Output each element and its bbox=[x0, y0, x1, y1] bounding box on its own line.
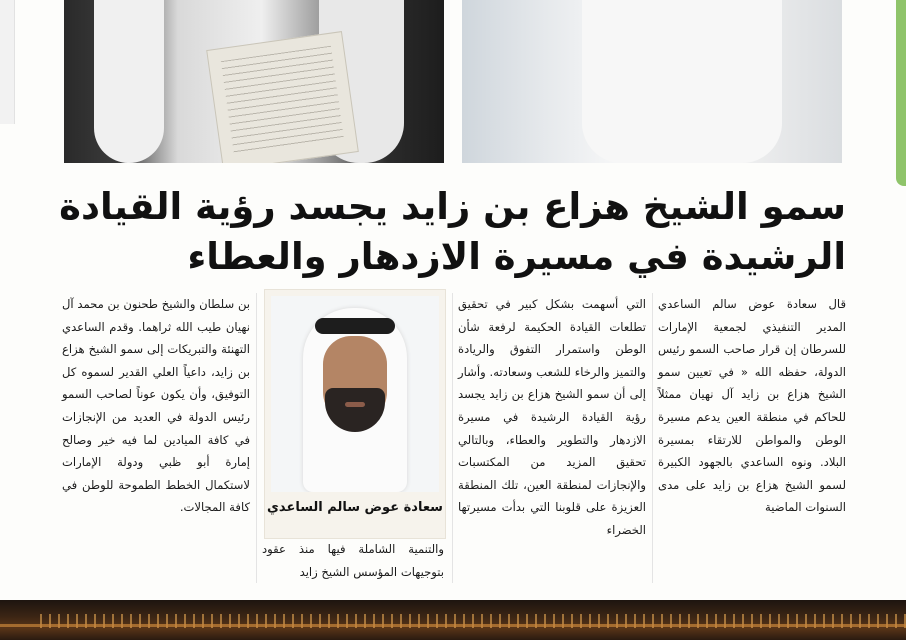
archive-photo bbox=[64, 0, 444, 163]
headline-line-1: سمو الشيخ هزاع بن زايد يجسد رؤية القيادة bbox=[59, 185, 846, 228]
column-divider bbox=[256, 293, 257, 583]
newspaper-in-hand bbox=[206, 31, 359, 163]
article-column-2 bbox=[458, 293, 646, 542]
figure-robe bbox=[582, 0, 782, 163]
portrait-figure bbox=[264, 289, 446, 539]
article-column-1 bbox=[658, 293, 846, 519]
portrait-caption: سعادة عوض سالم الساعدي bbox=[267, 500, 443, 515]
headline-line-2: الرشيدة في مسيرة الازدهار والعطاء bbox=[187, 235, 846, 278]
article-column-3 bbox=[262, 538, 444, 583]
shoreline bbox=[0, 624, 906, 627]
column-divider bbox=[652, 293, 653, 583]
column-text: التي أسهمت بشكل كبير في تحقيق تطلعات القيادة الحكيمة لرفعة شأن الوطن واستمرار التفوق والريادة والتميز والرخاء للشعب وسعادته. وأشار إلى أن سمو الشيخ هزاع بن زايد يجسد رؤية القيادة الرشيدة في مسيرة الازدهار والتطوير والعطاء، وبالتالي تحقيق المزيد من المكتسبات والإنجازات لمنطقة العين، تلك المنطقة العزيزة على قلوبنا التي بدأت مسيرتها الخضراء bbox=[458, 297, 646, 537]
night-city-photo bbox=[0, 600, 906, 640]
scroll-indicator[interactable] bbox=[896, 0, 906, 186]
article-column-4 bbox=[62, 293, 250, 519]
mouth bbox=[345, 402, 365, 407]
viewer-left-edge bbox=[0, 0, 15, 124]
figure-robe bbox=[94, 0, 164, 163]
sheikh-photo bbox=[462, 0, 842, 163]
column-divider bbox=[452, 293, 453, 583]
column-text: والتنمية الشاملة فيها منذ عقود بتوجيهات المؤسس الشيخ زايد bbox=[262, 542, 444, 579]
agal bbox=[315, 318, 395, 334]
column-text: قال سعادة عوض سالم الساعدي المدير التنفيذي لجمعية الإمارات للسرطان إن قرار صاحب السمو رئيس الدولة، حفظه الله « في تعيين سمو الشيخ هزاع بن زايد آل نهيان ممثلاً للحاكم في منطقة العين يدعم مسيرة الوطن والمواطن للارتقاء بمسيرة البلاد. ونوه الساعدي بالجهود الكبيرة لسمو الشيخ هزاع بن زايد على مدى السنوات الماضية bbox=[658, 297, 846, 515]
portrait-photo bbox=[271, 296, 439, 492]
column-text: بن سلطان والشيخ طحنون بن محمد آل نهيان طيب الله ثراهما. وقدم الساعدي التهنئة والتبريكات إلى سمو الشيخ هزاع بن زايد، داعياً العلي القدير لسموه كل التوفيق، وأن يكون عوناً لصاحب السمو رئيس الدولة في العديد من الإنجازات في كافة الميادين لما فيه خير وصالح إمارة أبو ظبي ودولة الإمارات لاستكمال الخطط الطموحة للوطن في كافة المجالات. bbox=[62, 297, 250, 515]
